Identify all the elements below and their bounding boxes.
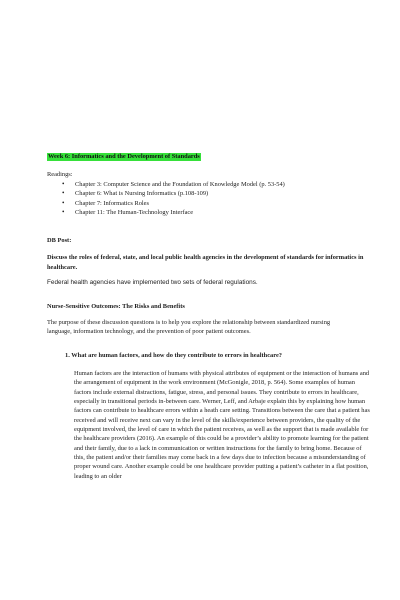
federal-text: Federal health agencies have implemented two sets of federal regulations. xyxy=(47,279,258,286)
reading-item: • Chapter 7: Informatics Roles xyxy=(62,199,285,208)
main-question: Discuss the roles of federal, state, and local public health agencies in the development of standards for informatics in healthcare. xyxy=(47,254,364,271)
readings-label: Readings: xyxy=(47,171,73,178)
purpose-paragraph: The purpose of these discussion questions is to help you explore the relationship between standardized nursing language, information technology, and the prevention of poor patient outcomes. xyxy=(47,319,331,336)
week-heading: Week 6: Informatics and the Development of Standards xyxy=(48,153,200,160)
answer-1-paragraph: Human factors are the interaction of humans with physical attributes of equipment or the interaction of humans and the arrangement of equipment in the work environment (McGonigle, 2018, p. 564). Some examples of human factors include external distractions, fatigue, stress, and personal issues. They contribute to errors in healthcare, especially in transitional periods in-between care. Werner, Leff, and Arbaje explain this by explaining how human factors can contribute to healthcare errors within a heath care setting. Transitions between the care that a patient has received and will receive next can vary in the level of the skills/experience between providers, the quality of the equipment involved, the level of care in which the patient receives, as well as the support that is made available for the healthcare providers (2016). An example of this could be a provider’s ability to promote learning for the patient and their family, due to a lack in communication or written instructions for the family to bring home. Because of this, the patient and/or their families may come back in a few days due to infection because a misunderstanding of proper wound care. Another example could be one healthcare provider putting a patient’s catheter in a flat position, leading to an older xyxy=(74,370,370,480)
db-post-label: DB Post: xyxy=(47,237,72,244)
reading-item: • Chapter 11: The Human-Technology Interface xyxy=(62,208,285,217)
reading-item: • Chapter 6: What is Nursing Informatics (p.108-109) xyxy=(62,189,285,198)
readings-list xyxy=(62,180,285,218)
question-1: 1. What are human factors, and how do they contribute to errors in healthcare? xyxy=(65,352,282,359)
reading-item: • Chapter 3: Computer Science and the Foundation of Knowledge Model (p. 53-54) xyxy=(62,180,285,189)
section-title: Nurse-Sensitive Outcomes: The Risks and Benefits xyxy=(47,303,185,310)
